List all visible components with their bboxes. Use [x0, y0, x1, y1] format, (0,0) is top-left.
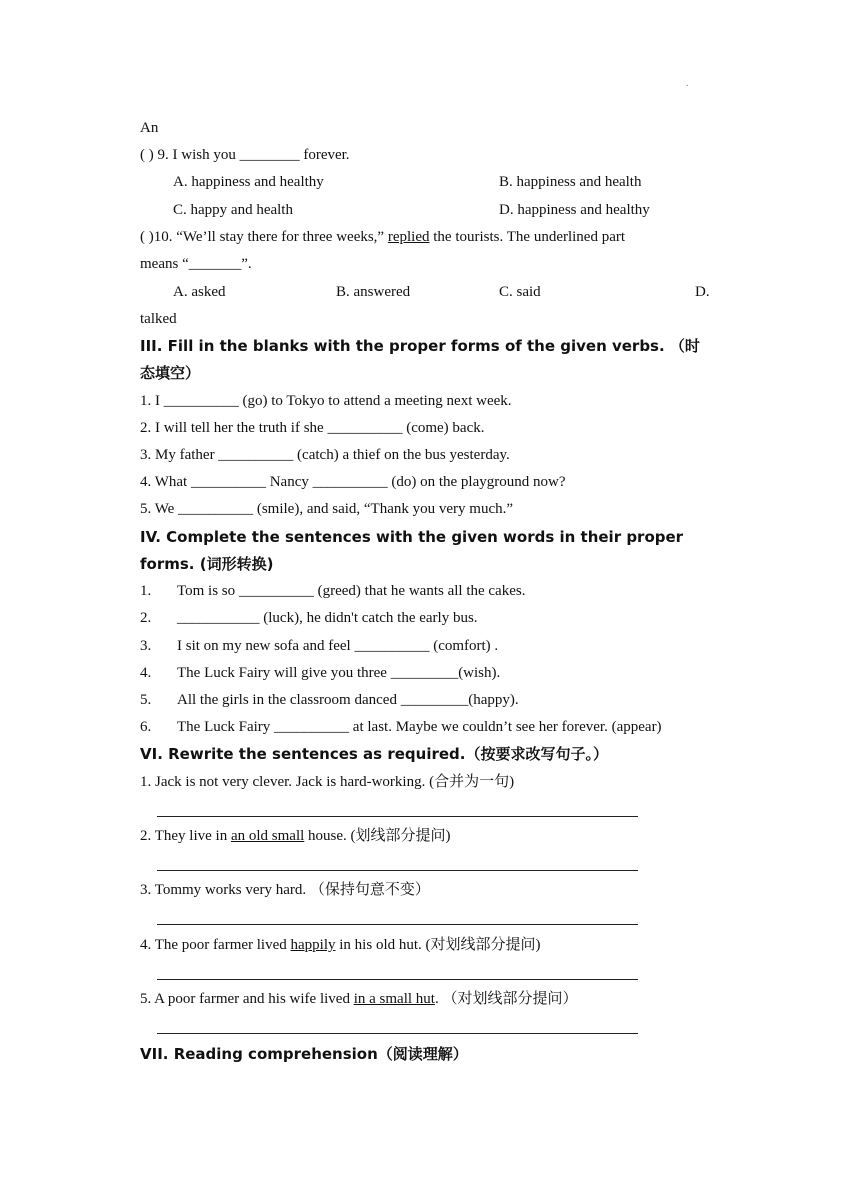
q10-option-d: D. [695, 284, 710, 300]
section6-item-5-text: 5. A poor farmer and his wife lived [140, 991, 354, 1007]
section4-item-2-number: 2. [140, 610, 152, 626]
section3-item-2: 2. I will tell her the truth if she __________ (come) back. [140, 420, 485, 436]
section6-item-1-text: 1. Jack is not very clever. Jack is hard-working. (合并为一句) [140, 774, 515, 790]
q10-stem-pre: ( )10. “We’ll stay there for three weeks,” [140, 229, 388, 245]
section3-heading: III. Fill in the blanks with the proper forms of the given verbs. （时 [140, 337, 700, 355]
section6-item-3-text: 3. Tommy works very hard. （保持句意不变） [140, 882, 430, 898]
section4-item-6-number: 6. [140, 719, 152, 735]
q10-stem-post: the tourists. The underlined part [429, 229, 626, 245]
q9-stem: ( ) 9. I wish you ________ forever. [140, 147, 350, 163]
section3-item-3: 3. My father __________ (catch) a thief on the bus yesterday. [140, 447, 510, 463]
q9-option-b: B. happiness and health [499, 174, 642, 190]
section4-item-1-text: Tom is so __________ (greed) that he wants all the cakes. [177, 583, 526, 599]
q10-option-d-continued: talked [140, 311, 177, 327]
q10-option-a: A. asked [173, 284, 226, 300]
section4-item-1-number: 1. [140, 583, 152, 599]
section4-heading-cont: forms. (词形转换) [140, 555, 274, 573]
section4-item-3-number: 3. [140, 638, 152, 654]
section4-heading: IV. Complete the sentences with the given words in their proper [140, 528, 684, 546]
section3-heading-cont: 态填空） [140, 364, 201, 382]
answer-line-3[interactable] [157, 924, 638, 925]
section4-item-2-text: ___________ (luck), he didn't catch the early bus. [177, 610, 478, 626]
section3-item-4: 4. What __________ Nancy __________ (do) on the playground now? [140, 474, 566, 490]
intro-fragment: An [140, 120, 159, 136]
q10-stem-line2: means “_______”. [140, 256, 252, 272]
section6-item-5 [140, 989, 577, 1009]
q10-option-b: B. answered [336, 284, 411, 300]
section4-item-5-number: 5. [140, 692, 152, 708]
section4-item-4-number: 4. [140, 665, 152, 681]
section6-item-1 [140, 772, 514, 792]
section4-item-6-text: The Luck Fairy __________ at last. Maybe we couldn’t see her forever. (appear) [177, 719, 662, 735]
section3-item-1: 1. I __________ (go) to Tokyo to attend a meeting next week. [140, 393, 512, 409]
q10-stem [140, 227, 625, 247]
q9-option-c: C. happy and health [173, 202, 293, 218]
answer-line-2[interactable] [157, 870, 638, 871]
section6-item-5-tail: . （对划线部分提问） [434, 991, 578, 1007]
section6-heading: VI. Rewrite the sentences as required.（按要求改写句子。） [140, 745, 608, 763]
q9-option-a: A. happiness and healthy [173, 174, 324, 190]
section6-item-2-text: 2. They live in [140, 828, 231, 844]
section6-item-2-underlined: an old small [230, 828, 305, 844]
answer-line-4[interactable] [157, 979, 638, 980]
section6-item-3 [140, 880, 430, 900]
q9-option-d: D. happiness and healthy [499, 202, 650, 218]
section4-item-4-text: The Luck Fairy will give you three _________(wish). [177, 665, 501, 681]
section6-item-4-text: 4. The poor farmer lived [140, 937, 291, 953]
corner-mark: . [686, 78, 689, 89]
section6-item-5-underlined: in a small hut [353, 991, 435, 1007]
section6-item-4 [140, 935, 541, 955]
q10-underlined-word: replied [387, 229, 430, 245]
answer-line-5[interactable] [157, 1033, 638, 1034]
section6-item-4-tail: in his old hut. (对划线部分提问) [335, 937, 541, 953]
section4-item-3-text: I sit on my new sofa and feel __________ (comfort) . [177, 638, 499, 654]
section3-item-5: 5. We __________ (smile), and said, “Thank you very much.” [140, 501, 514, 517]
section7-heading: VII. Reading comprehension（阅读理解） [140, 1045, 468, 1063]
section6-item-4-underlined: happily [290, 937, 336, 953]
section6-item-2-tail: house. (划线部分提问) [304, 828, 451, 844]
answer-line-1[interactable] [157, 816, 638, 817]
section4-item-5-text: All the girls in the classroom danced _________(happy). [177, 692, 519, 708]
q10-option-c: C. said [499, 284, 541, 300]
section6-item-2 [140, 826, 451, 846]
